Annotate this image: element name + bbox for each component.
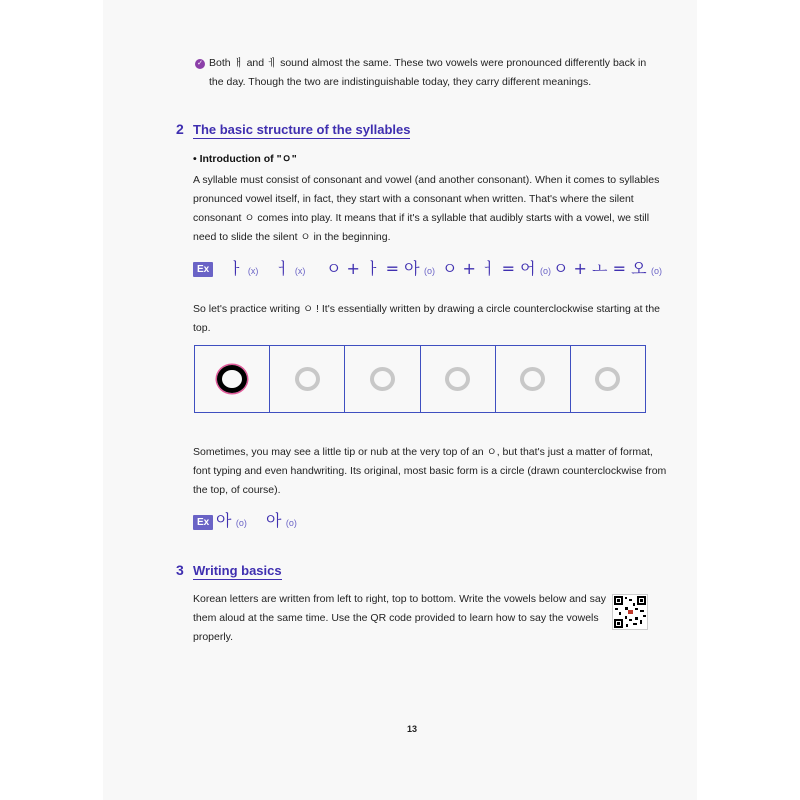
practice-cell[interactable]	[270, 346, 345, 412]
circle-trace-icon	[445, 367, 470, 391]
practice-cell[interactable]	[345, 346, 420, 412]
intro-note-line1: Both ㅐ and ㅔ sound almost the same. These two vowels were pronounced differently back in	[209, 57, 647, 69]
example-mark: (o)	[423, 266, 435, 276]
example2-badge-label: Ex	[193, 515, 213, 530]
example2-badge	[193, 512, 213, 530]
practice-cell[interactable]	[421, 346, 496, 412]
circle-trace-icon	[595, 367, 620, 391]
example-text: ㅏ	[228, 259, 244, 278]
circle-trace-icon	[295, 367, 320, 391]
section2-bullet: • Introduction of "ㅇ"	[193, 153, 297, 165]
section2-bullet-text: Introduction of "ㅇ"	[199, 153, 297, 165]
practice-line1: So let's practice writing ㅇ ! It's essentially written by drawing a circle counterclockwise starting at the	[193, 303, 661, 315]
example-item-4	[442, 256, 551, 279]
example-text: 아	[216, 511, 232, 530]
practice-cell-model	[195, 346, 270, 412]
example-mark: (x)	[247, 266, 259, 276]
example-item-5	[553, 256, 662, 279]
intro-note-line2: the day. Though the two are indistinguishable today, they carry different meanings.	[209, 76, 592, 88]
example-mark: (o)	[539, 266, 551, 276]
example-text: ㅇ + ㅏ = 아	[326, 259, 420, 278]
section2-para-line2: pronunced vowel itself, in fact, they start with a consonant when written. That's where the silent	[193, 193, 634, 205]
section2-para-line1: A syllable must consist of consonant and vowel (and another consonant). When it comes to syllables	[193, 174, 660, 186]
section3-number: 3	[176, 562, 184, 578]
section3-title: Writing basics	[193, 563, 282, 578]
example-mark: (o)	[235, 518, 247, 528]
example-badge-label: Ex	[193, 262, 213, 277]
example-mark: (o)	[285, 518, 297, 528]
example-mark: (o)	[650, 266, 662, 276]
example-badge	[193, 259, 213, 277]
section2-number: 2	[176, 121, 184, 137]
example-item-3	[326, 256, 435, 279]
circle-trace-icon	[520, 367, 545, 391]
note-line1: Sometimes, you may see a little tip or nub at the very top of an ㅇ, but that's just a matter of format,	[193, 446, 653, 458]
qr-code-icon[interactable]	[612, 594, 648, 630]
practice-cell[interactable]	[496, 346, 571, 412]
practice-line2: top.	[193, 322, 211, 334]
section2-para-line3: consonant ㅇ comes into play. It means that if it's a syllable that audibly starts with a vowel, we still	[193, 212, 650, 224]
example-text: ㅇ + ㅗ = 오	[553, 259, 647, 278]
example2-item-2	[266, 508, 297, 531]
section2-title: The basic structure of the syllables	[193, 122, 411, 137]
writing-practice-grid	[194, 345, 646, 413]
note-line3: the top, of course).	[193, 484, 281, 496]
example-text: 아	[266, 511, 282, 530]
note-line2: font typing and even handwriting. Its original, most basic form is a circle (drawn counterclockwise from	[193, 465, 667, 477]
example-item-2	[275, 256, 305, 279]
example2-item-1	[216, 508, 247, 531]
section2-para-line4: need to slide the silent ㅇ in the beginning.	[193, 231, 391, 243]
section3-para-line3: properly.	[193, 631, 234, 643]
section3-para-line1: Korean letters are written from left to right, top to bottom. Write the vowels below and say	[193, 593, 606, 605]
circle-model-icon	[217, 365, 247, 393]
check-icon: ✓	[195, 59, 205, 69]
page-number: 13	[407, 724, 418, 734]
example-text: ㅇ + ㅓ = 어	[442, 259, 536, 278]
practice-cell[interactable]	[571, 346, 645, 412]
example-text: ㅓ	[275, 259, 291, 278]
example-mark: (x)	[294, 266, 306, 276]
section3-para-line2: them aloud at the same time. Use the QR code provided to learn how to say the vowels	[193, 612, 599, 624]
circle-trace-icon	[370, 367, 395, 391]
example-item-1	[228, 256, 258, 279]
